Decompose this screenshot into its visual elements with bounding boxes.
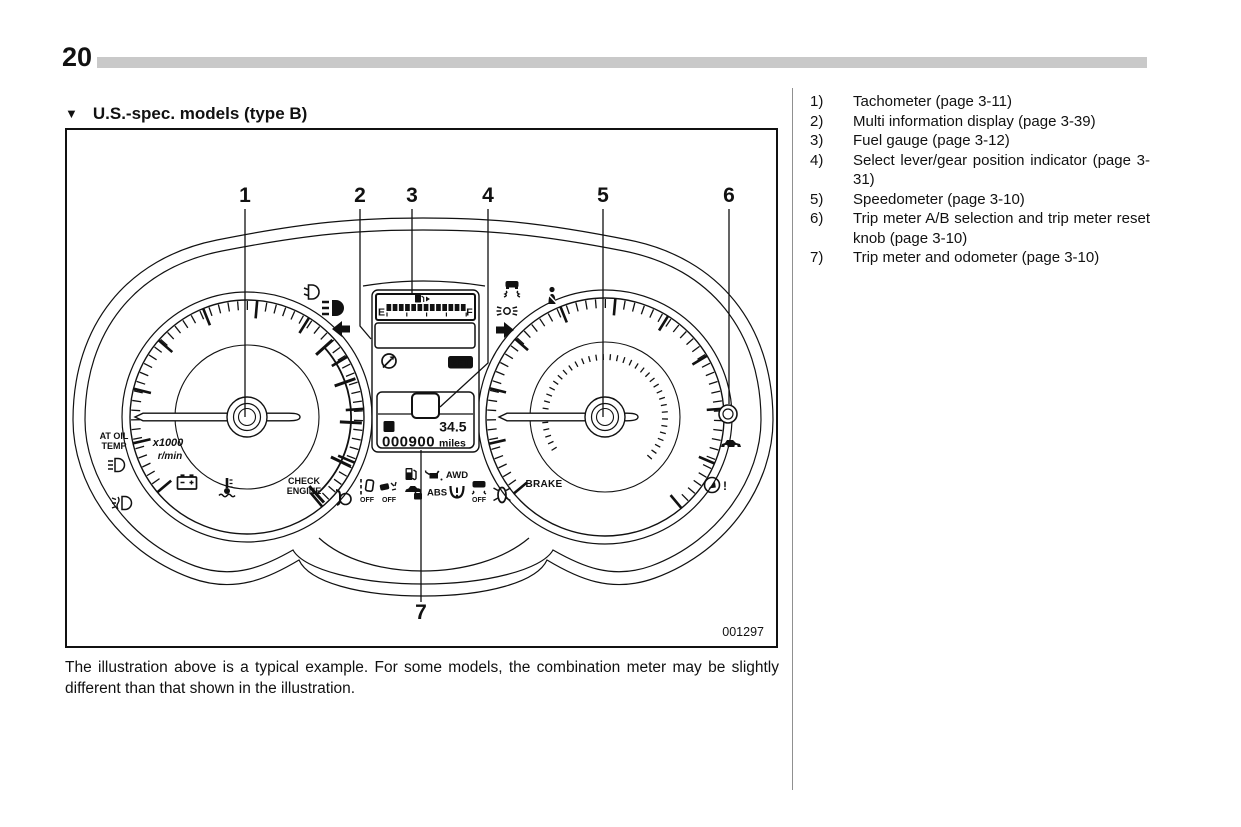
check-engine-label: CHECK xyxy=(287,476,321,486)
section-heading-text: U.S.-spec. models (type B) xyxy=(92,104,308,123)
multi-information-display xyxy=(375,323,475,348)
callout-6: 6 xyxy=(723,184,735,207)
callout-1: 1 xyxy=(239,184,251,207)
abs-label: ABS xyxy=(426,487,448,499)
figure-code: 001297 xyxy=(722,625,764,639)
callout-3: 3 xyxy=(406,184,418,207)
header-rule xyxy=(97,57,1147,68)
odometer-value: 000900 xyxy=(382,433,436,451)
legend-item xyxy=(810,151,1150,190)
section-marker-icon: ▼ xyxy=(65,106,78,121)
legend-item xyxy=(810,112,1150,132)
fuel-gauge xyxy=(376,294,475,320)
auto-headlight-icon xyxy=(304,285,319,299)
legend-item xyxy=(810,209,1150,248)
vdc-off-label: OFF xyxy=(472,497,486,504)
front-fog-light-icon xyxy=(112,497,132,510)
center-display-panel xyxy=(372,290,479,452)
page-number: 20 xyxy=(62,42,93,72)
legend-item-text: Multi information display (page 3-39) xyxy=(853,112,1096,130)
legend-item-number: 1) xyxy=(810,93,824,110)
figure-caption: The illustration above is a typical example. For some models, the combination meter may be slightly different than that shown in the illustration. xyxy=(65,659,779,697)
column-divider xyxy=(792,88,793,790)
callout-4: 4 xyxy=(482,184,494,207)
callout-line-2 xyxy=(360,209,371,339)
warning-exclamation: ! xyxy=(723,479,727,493)
legend-item-text: Fuel gauge (page 3-12) xyxy=(853,132,1010,149)
callout-7: 7 xyxy=(415,601,427,624)
vdc-off-icon xyxy=(472,481,486,494)
legend-item-text: Speedometer (page 3-10) xyxy=(853,190,1025,208)
set-label: SET xyxy=(451,357,470,368)
legend-item-number: 3) xyxy=(810,132,824,149)
tachometer-needle xyxy=(135,397,300,437)
turn-signal-left-icon xyxy=(332,321,350,337)
security-icon xyxy=(405,486,422,500)
callout-5: 5 xyxy=(597,184,609,207)
legend-item-number: 6) xyxy=(810,210,824,227)
legend-item xyxy=(810,131,1150,151)
speedometer-needle xyxy=(499,397,638,437)
legend-item xyxy=(810,190,1150,210)
lane-off-label: OFF xyxy=(360,497,374,504)
turn-signal-right-icon xyxy=(496,322,514,338)
legend-item-number: 2) xyxy=(810,112,824,130)
trip-selector-label: A xyxy=(385,421,393,432)
legend-item-text: Select lever/gear position indicator (page 3-31) xyxy=(853,151,1150,188)
brake-label: BRAKE xyxy=(525,479,563,490)
at-oil-temp-label-2: TEMP xyxy=(101,441,127,451)
fog-light-indicator-icon xyxy=(497,307,518,315)
legend-item xyxy=(810,248,1150,268)
combination-meter-figure xyxy=(65,128,778,648)
legend-item-text: Trip meter and odometer (page 3-10) xyxy=(853,249,1100,266)
fuel-full-label: F xyxy=(466,306,473,319)
tpms-icon xyxy=(451,486,464,498)
precollision-off-label: OFF xyxy=(382,497,396,504)
high-beam-icon xyxy=(322,300,344,316)
low-fuel-icon xyxy=(406,468,417,480)
tachometer-unit-label: r/min xyxy=(157,451,183,462)
car-indicator-icon xyxy=(721,440,741,448)
gear-position-indicator xyxy=(412,394,439,419)
odometer-unit: miles xyxy=(439,437,466,450)
seatbelt-icon xyxy=(548,287,557,304)
legend-item-number: 4) xyxy=(810,151,824,169)
awd-label: AWD xyxy=(445,470,469,481)
headlight-leveling-icon xyxy=(108,459,125,472)
callout-2: 2 xyxy=(354,184,366,207)
legend-item-number: 5) xyxy=(810,190,824,208)
vdc-indicator-icon xyxy=(504,281,520,297)
oil-pressure-icon xyxy=(426,471,443,481)
lane-departure-off-icon xyxy=(361,479,374,495)
legend-item-number: 7) xyxy=(810,249,824,266)
tachometer-redline-arc xyxy=(317,347,351,494)
legend-list xyxy=(810,92,1150,268)
set-indicator xyxy=(448,356,473,369)
fuel-empty-label: E xyxy=(377,306,386,319)
trip-meter-value: 34.5 xyxy=(439,418,467,435)
trip-reset-knob xyxy=(719,405,737,423)
check-engine-label-2: ENGINE xyxy=(286,486,322,496)
tachometer-multiplier-label: x1000 xyxy=(152,437,184,449)
section-heading xyxy=(65,104,307,124)
battery-icon xyxy=(178,476,197,490)
at-oil-temp-label: AT OIL xyxy=(99,431,129,441)
legend-item-text: Trip meter A/B selection and trip meter reset knob (page 3-10) xyxy=(853,210,1150,247)
legend-item xyxy=(810,92,1150,112)
power-steering-warning-icon xyxy=(705,478,720,493)
door-open-icon xyxy=(494,488,511,503)
precollision-off-icon xyxy=(379,482,396,491)
cluster-illustration xyxy=(67,130,776,646)
legend-item-text: Tachometer (page 3-11) xyxy=(853,93,1012,110)
